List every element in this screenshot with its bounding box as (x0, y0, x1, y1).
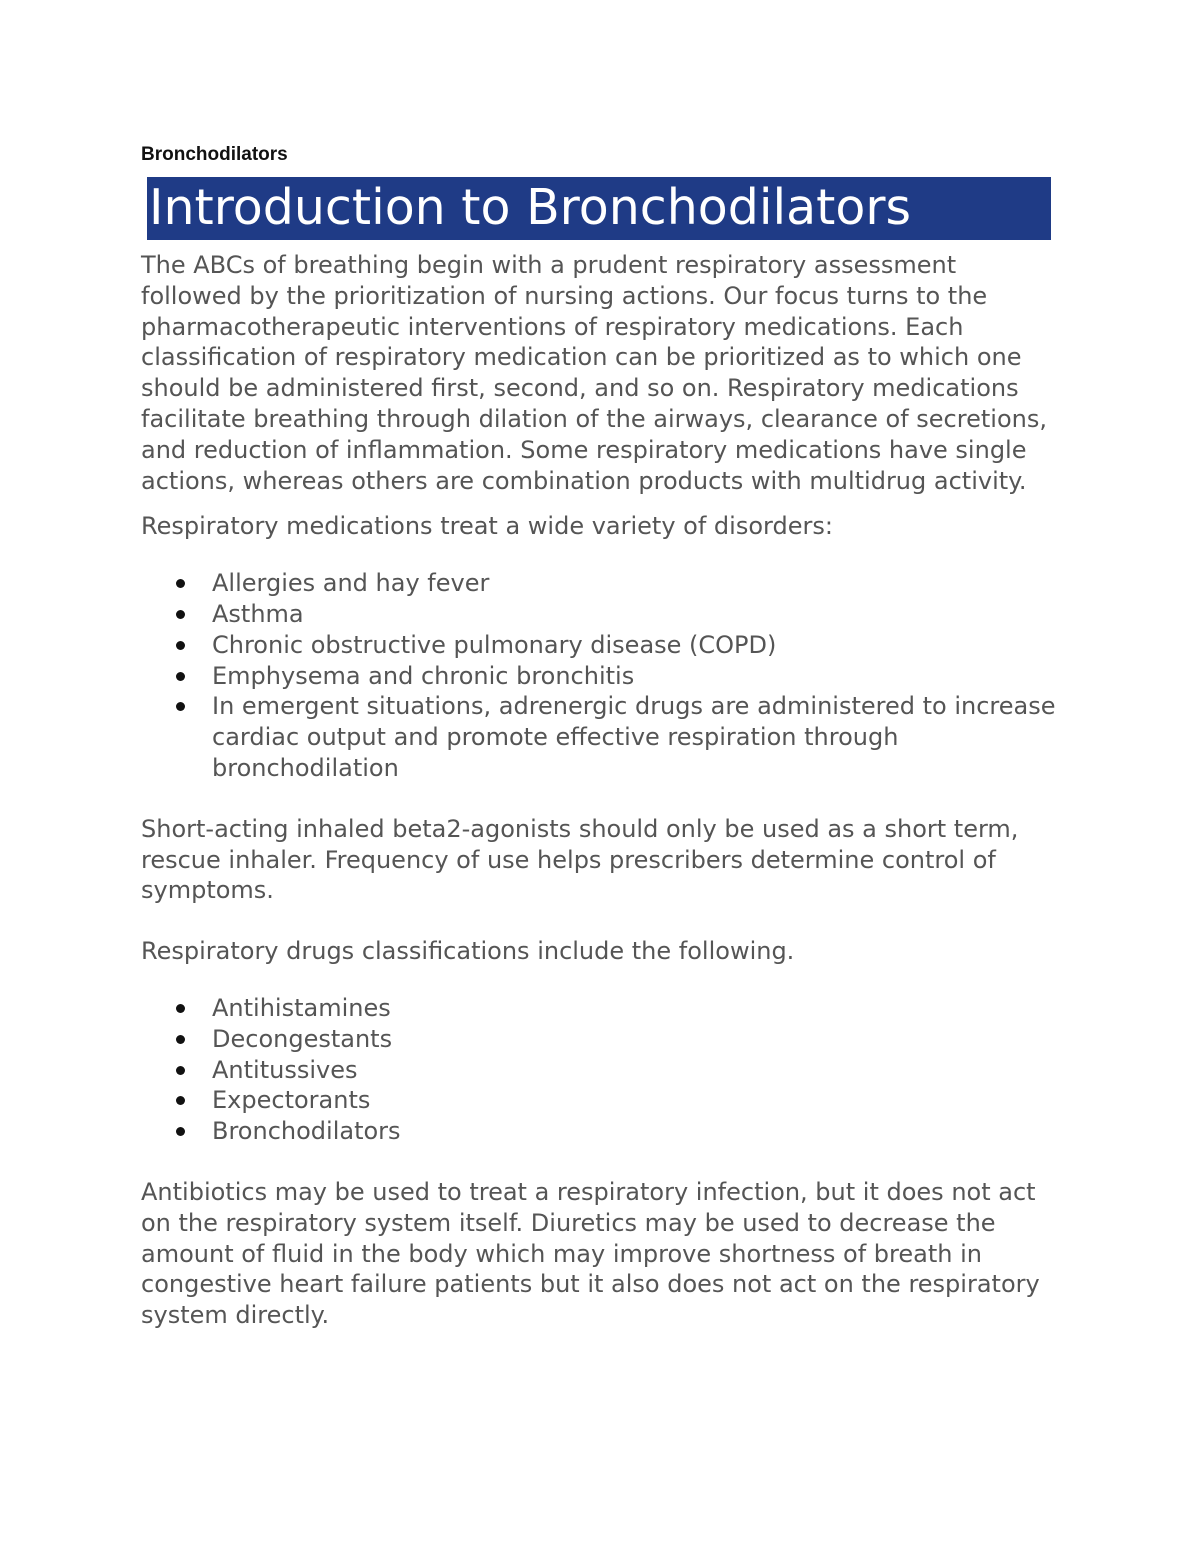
bullet-dot-icon (176, 610, 185, 619)
list-item (141, 993, 1056, 1024)
closing-paragraph: Antibiotics may be used to treat a respiratory infection, but it does not act on the respiratory system itself. Diuretics may be used to decrease the amount of fluid in the body which may improve shortness of breath in congestive heart failure patients but it also does not act on the respiratory system directly. (141, 1177, 1040, 1330)
list-item-text: Decongestants (212, 1024, 393, 1053)
disorders-list (141, 568, 1056, 784)
bullet-dot-icon (176, 1035, 185, 1044)
bullet-dot-icon (176, 1096, 185, 1105)
classifications-list (141, 993, 1056, 1147)
short-acting-paragraph: Short-acting inhaled beta2-agonists should only be used as a short term, rescue inhaler. Frequency of use helps prescribers determine control of symptoms. (141, 814, 1019, 905)
list-item-text: Bronchodilators (212, 1117, 401, 1146)
document-content (141, 143, 1056, 1331)
bullet-dot-icon (176, 579, 185, 588)
list-item-text: Emphysema and chronic bronchitis (212, 661, 635, 690)
bullet-dot-icon (176, 641, 185, 650)
list-item-text: Asthma (212, 599, 304, 628)
bullet-dot-icon (176, 1127, 185, 1136)
bullet-dot-icon (176, 1066, 185, 1075)
list-item-text: Chronic obstructive pulmonary disease (COPD) (212, 630, 777, 659)
disorders-intro: Respiratory medications treat a wide variety of disorders: (141, 512, 833, 541)
bullet-dot-icon (176, 702, 185, 711)
bullet-dot-icon (176, 1004, 185, 1013)
list-item (141, 1116, 1056, 1147)
list-item (141, 1055, 1056, 1086)
list-item-text: In emergent situations, adrenergic drugs are administered to increase cardiac output and promote effective respiration through bronchodilation (212, 692, 1056, 782)
classifications-intro: Respiratory drugs classifications include the following. (141, 937, 795, 966)
page-title: Introduction to Bronchodilators (149, 179, 911, 236)
list-item-text: Expectorants (212, 1086, 371, 1115)
list-item (141, 599, 1056, 630)
bullet-dot-icon (176, 672, 185, 681)
list-item-text: Allergies and hay fever (212, 569, 490, 598)
list-item (141, 691, 1056, 783)
list-item (141, 661, 1056, 692)
list-item (141, 1024, 1056, 1055)
intro-paragraph: The ABCs of breathing begin with a prudent respiratory assessment followed by the prioritization of nursing actions. Our focus turns to the pharmacotherapeutic interventions of respiratory medications. Each classification of respiratory medication can be prioritized as to which one should be administered first, second, and so on. Respiratory medications facilitate breathing through dilation of the airways, clearance of secretions, and reduction of inflammation. Some respiratory medications have single actions, whereas others are combination products with multidrug activity. (141, 251, 1047, 495)
title-banner (147, 177, 1051, 240)
list-item-text: Antihistamines (212, 993, 391, 1022)
list-item (141, 630, 1056, 661)
document-body (141, 250, 1056, 1331)
list-item (141, 568, 1056, 599)
list-item-text: Antitussives (212, 1055, 358, 1084)
document-label: Bronchodilators (141, 144, 288, 165)
list-item (141, 1085, 1056, 1116)
